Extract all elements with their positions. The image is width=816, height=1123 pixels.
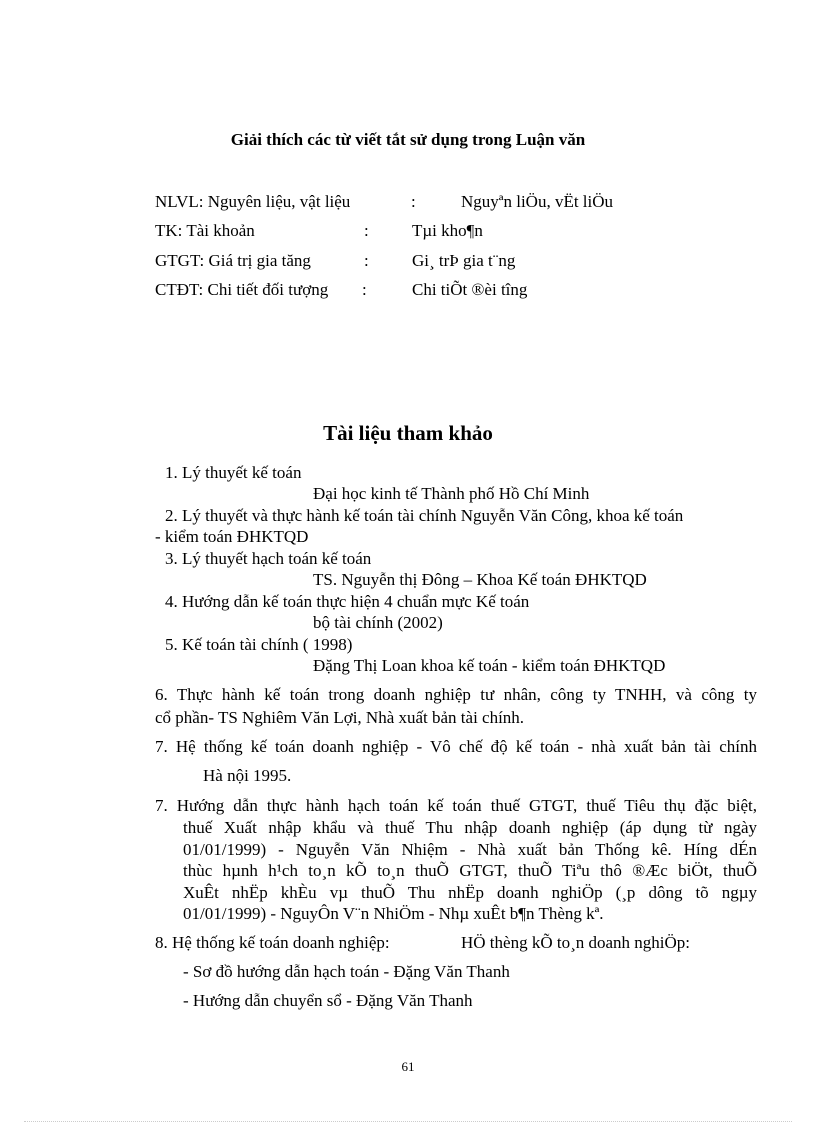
reference-4-source: bộ tài chính (2002) [313,613,443,632]
reference-3-title: 3. Lý thuyết hạch toán kế toán [165,549,372,568]
reference-8-garbled: HÖ thèng kÕ to¸n doanh nghiÖp: [461,933,691,952]
reference-8-sub2: - Hướng dẫn chuyển sổ - Đặng Văn Thanh [183,991,473,1010]
abbreviation-separator: : [364,221,369,240]
abbreviation-garbled: Tµi kho¶n [412,221,483,240]
reference-6-line1: 6. Thực hành kế toán trong doanh nghiệp tư nhân, công ty TNHH, và công ty [155,685,757,704]
reference-1-source: Đại học kinh tế Thành phố Hồ Chí Minh [313,484,590,503]
abbreviation-garbled: Chi tiÕt ®èi tîng [412,280,528,299]
reference-7b-line5: XuÊt nhËp khÈu vµ thuÕ Thu nhËp doanh nghiÖp (¸p dông tõ ngµy [183,883,757,902]
reference-7b-line6: 01/01/1999) - NguyÔn V¨n NhiÖm - Nhµ xuÊt b¶n Thèng kª. [183,904,604,923]
reference-6-line2: cổ phần- TS Nghiêm Văn Lợi, Nhà xuất bản tài chính. [155,708,525,727]
reference-4-title: 4. Hướng dẫn kế toán thực hiện 4 chuẩn mực Kế toán [165,592,530,611]
reference-8-title: 8. Hệ thống kế toán doanh nghiệp: [155,933,390,952]
reference-2-line2: - kiểm toán ĐHKTQD [155,527,309,546]
reference-7a-line1: 7. Hệ thống kế toán doanh nghiệp - Vô chế độ kế toán - nhà xuất bản tài chính [155,737,757,756]
reference-7b-line1: 7. Hướng dẫn thực hành hạch toán kế toán thuế GTGT, thuế Tiêu thụ đặc biệt, [155,796,757,815]
abbreviation-term: GTGT: Giá trị gia tăng [155,251,311,270]
abbreviation-garbled: Gi¸ trÞ gia t¨ng [412,251,516,270]
reference-7b-line3: 01/01/1999) - Nguyễn Văn Nhiệm - Nhà xuất bản Thống kê. Híng dÉn [183,840,757,859]
reference-3-source: TS. Nguyễn thị Đông – Khoa Kế toán ĐHKTQD [313,570,647,589]
reference-5-title: 5. Kế toán tài chính ( 1998) [165,635,353,654]
abbreviation-separator: : [364,251,369,270]
reference-5-source: Đặng Thị Loan khoa kế toán - kiểm toán ĐHKTQD [313,656,666,675]
reference-7b-line2: thuế Xuất nhập khẩu và thuế Thu nhập doanh nghiệp (áp dụng từ ngày [183,818,757,837]
page-number: 61 [401,1059,415,1074]
abbreviation-separator: : [362,280,367,299]
reference-2-line1: 2. Lý thuyết và thực hành kế toán tài chính Nguyễn Văn Công, khoa kế toán [165,506,684,525]
abbreviation-garbled: Nguyªn liÖu, vËt liÖu [461,192,614,211]
reference-1-title: 1. Lý thuyết kế toán [165,463,302,482]
reference-7b-line4: thùc hµnh h¹ch to¸n kÕ to¸n thuÕ GTGT, thuÕ Tiªu thô ®Æc biÖt, thuÕ [183,861,757,880]
reference-8-sub1: - Sơ đồ hướng dẫn hạch toán - Đặng Văn Thanh [183,962,510,981]
abbreviation-term: NLVL: Nguyên liệu, vật liệu [155,192,351,211]
abbreviation-separator: : [411,192,416,211]
abbreviation-term: TK: Tài khoản [155,221,255,240]
abbreviations-title: Giải thích các từ viết tắt sử dụng trong Luận văn [230,130,586,149]
abbreviation-term: CTĐT: Chi tiết đối tượng [155,280,329,299]
references-title: Tài liệu tham khảo [323,421,493,445]
page-bottom-divider [24,1121,792,1122]
reference-7a-line2: Hà nội 1995. [203,766,292,785]
